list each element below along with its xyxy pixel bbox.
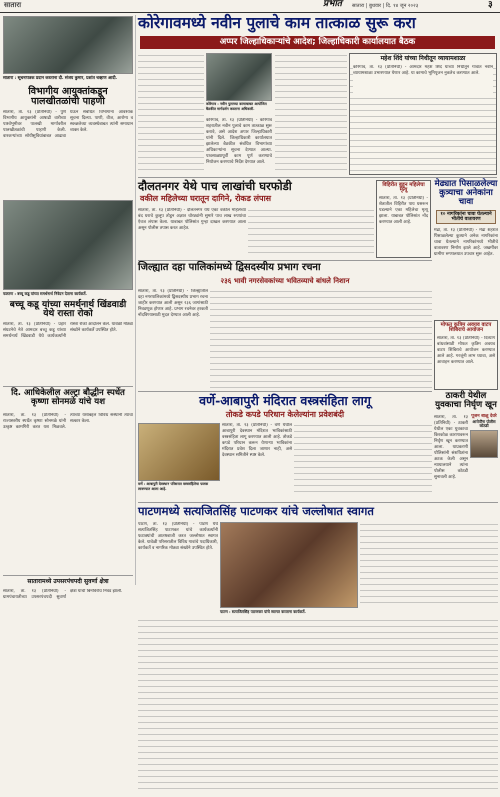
meeting-photo-caption: कोरेगाव : नवीन पुलाच्या कामाबाबत आयोजित बैठकीत मार्गदर्शन करताना अधिकारी. [206,102,267,111]
temple-headline: वर्णे-आबापुरी मंदिरात वस्त्रसंहिता लागू [199,393,371,408]
bottom-headline: पाटणमध्ये सत्यजितसिंह पाटणकर यांचे जल्लोषात स्वागत [138,504,374,518]
section-divider [138,177,497,178]
welcome-photo-caption: पाटण : सत्यजितसिंह पाटणकर यांचे स्वागत करताना कार्यकर्ते. [220,609,306,614]
stadium-headline: जिल्ह्यात दहा पालिकांमध्ये द्विसदस्यीय प्रभाग रचना [138,262,321,273]
lead-headline: कोरेगावमध्ये नवीन पुलाचे काम तात्काळ सुरू करा [138,14,416,32]
vehicle-box-title: विहिरीत बुडून महिलेचा मृत्यू [382,182,425,194]
left-bottom-body: सातारा, ता. १३ (प्रतिनिधी) - राज्यस्तरीय स्पर्धेत कृष्णा सोनमळे यांनी उत्कृष्ट कामगिरी करत यश मिळवले. त्यांच्या यशाबद्दल विविध संस्थांनी त्यांचा सत्कार केला. [3,413,133,430]
rain-body: सातारा, ता. १३ (प्रतिनिधी) - दिव्यांग बांधवांसाठी मोफत कृत्रिम अवयव वाटप शिबिराचे आयोजन करण्यात आले आहे. गरजूंनी लाभ घ्यावा, असे आवाहन करण्यात आले. [437,335,495,365]
cash-subhead: वकील महिलेच्या घरातून दागिने, रोकड लंपास [140,194,272,203]
masthead-logo: प्रभात [323,0,342,9]
murder-inset-sub: आरोपींना पोलीस कोठडी [472,418,496,428]
market-body: मेढा, ता. १३ (प्रतिनिधी) - मेढा शहरात पिसाळलेल्या कुत्र्याने अनेक नागरिकांना चावा घेतल्याने नागरिकांमध्ये भीतीचे वातावरण निर्माण झाले आहे. जखमींवर ग्रामीण रुग्णालयात उपचार सुरू आहेत. [434,228,498,257]
left-foot-headline: सातारामध्ये उपसरपंचपदी सुवर्णा क्षेत्रा [27,578,109,585]
market-box: १० नागरिकांना चावा घेतल्याने भीतीचे वातावरण [436,210,496,224]
vehicle-box [376,180,431,258]
lead-body: कोरेगाव, ता. १३ (प्रतिनिधी) - कोरेगाव शहरातील नवीन पुलाचे काम तात्काळ सुरू करावे, असे आदेश अप्पर जिल्हाधिकारी यांनी दिले. जिल्हाधिकारी कार्यालयात झालेल्या बैठकीत संबंधित विभागांच्या अधिकाऱ्यांना सूचना देण्यात आल्या. पावसाळ्यापूर्वी काम पूर्ण करण्याचे नियोजन करण्याचे निर्देश देण्यात आले. [206,118,272,165]
rain-headline: मोफत कृत्रिम अवयव वाटप शिबिराचे आयोजन [440,322,492,334]
cash-body: सातारा, ता. १३ (प्रतिनिधी) - दौलतनगर येथे एका वकील महिलेच्या बंद घराचे कुलूप तोडून अज्ञात चोरट्यांनी सुमारे पाच लाख रुपयांचा ऐवज लंपास केला. याबाबत पोलिसांत गुन्हा दाखल करण्यात आला असून पोलीस तपास करत आहेत. [138,208,246,231]
left-top-headline: विभागीय आयुक्तांकडून पालखीतळांची पाहणी [28,86,108,107]
protest-photo-caption: फलटण : बच्चू कडू यांच्या समर्थनार्थ निवेदन देताना कार्यकर्ते. [3,291,87,296]
section-divider [138,260,432,261]
temple-body-column [294,423,432,495]
market-headline: मेढ्यात पिसाळलेल्या कुत्र्याचा अनेकांना चावा [434,179,498,207]
section-divider [3,386,133,387]
section-label: सातारा [4,1,22,9]
left-foot-body: सातारा, ता. १३ (प्रतिनिधी) - ग्रामपंचायतीच्या उपसरपंचपदी सुवर्णा क्षेत्रा यांची बिनविरोध निवड झाली. [3,589,123,600]
rally-photo [3,16,133,74]
page-header [0,0,500,13]
portrait-photo [470,430,498,458]
vehicle-box-body: सातारा, ता. १३ (प्रतिनिधी) - शेतातील विहिरीत पाय घसरून पडल्याने एका महिलेचा मृत्यू झाला. याबाबत पोलिसांत नोंद करण्यात आली आहे. [379,195,428,225]
deputy-box-body: कोरेगाव, ता. १३ (प्रतिनिधी) - आमदार महेश शिंदे यांच्या निधीतून गावात नवीन व्यायामशाळा उभारण्यात येणार आहे. या कामाचे भूमिपूजन नुकतेच करण्यात आले. [353,65,493,95]
protest-photo [3,200,133,290]
murder-headline: ठाकरी येथील युवकाचा निर्घृण खून [435,391,497,410]
temple-body: सातारा, ता. १३ (प्रतिनिधी) - वर्णे येथील आबापुरी देवस्थान मंदिरात भाविकांसाठी वस्त्रसंहिता लागू करण्यात आली आहे. तोकडे कपडे परिधान करून येणाऱ्या भाविकांना मंदिरात प्रवेश दिला जाणार नाही, असे देवस्थान समितीने स्पष्ट केले. [222,423,292,458]
bottom-body-column [138,618,498,794]
temple-photo [138,423,220,481]
page-number: ३ [488,0,493,10]
murder-body: सातारा, ता. १३ (प्रतिनिधी) - ठाकरी येथील एका युवकाचा किरकोळ कारणावरून निर्घृण खून करण्यात आला. याप्रकरणी पोलिसांनी संशयितांना अटक केली असून न्यायालयाने त्यांना पोलीस कोठडी सुनावली आहे. [434,415,468,480]
lead-body-column [138,53,204,175]
lead-body-column [275,53,347,175]
meeting-photo [206,53,272,101]
welcome-photo [220,522,358,608]
left-top-body: सातारा, ता. १३ (प्रतिनिधी) - पुणे विभागीय आयुक्तांनी आषाढी वारीच्या पार्श्वभूमीवर पालखी मार्गावरील पालखीतळांची पाहणी केली. वारकऱ्यांच्या सोयीसुविधांबाबत आढावा घेऊन संबंधित विभागांना आवश्यक सूचना दिल्या. पाणी, वीज, आरोग्य व स्वच्छतेच्या व्यवस्थेबाबत त्यांनी समाधान व्यक्त केले. [3,110,133,139]
section-divider [138,391,432,392]
bottom-body-column [360,522,498,608]
section-divider [138,502,498,503]
left-mid-body: सातारा, ता. १३ (प्रतिनिधी) - प्रहार संघटनेचे नेते आमदार बच्चू कडू यांच्या समर्थनार्थ खिंडवाडी येथे कार्यकर्त्यांनी रास्ता रोको आंदोलन केले. यावेळी मोठ्या संख्येने कार्यकर्ते उपस्थित होते. [3,322,133,339]
deputy-box [349,53,497,175]
left-bottom-headline: दि. आधिकेलील अल्ट्रा बौद्धीन स्पर्धेत कृष्णा सोनमळे यांचे यश [11,388,125,407]
lead-subhead: अप्पर जिल्हाधिकाऱ्यांचे आदेश; जिल्हाधिकारी कार्यालयात बैठक [140,36,495,49]
temple-subhead: तोकडे कपडे परिधान केलेल्यांना प्रवेशबंदी [225,410,345,419]
temple-photo-caption: वर्णे : आबापुरी देवस्थान परिसरात वस्त्रसंहितेचा फलक लावण्यात आला आहे. [138,482,209,491]
rain-box [434,320,498,390]
column-rule [135,15,136,585]
section-divider [3,575,133,576]
left-mid-headline: बच्चू कडू यांच्या समर्थनार्थ खिंडवाडी येथे रास्ता रोको [9,300,127,320]
murder-inset-title: पूजन बाळू देवरे [471,414,497,419]
deputy-box-title: महेश शिंदे यांच्या निधीतून व्यायामशाळा [350,54,496,64]
dateline: सातारा | बुधवार | दि. १४ जून २०२३ [352,3,419,9]
cash-body-column [248,208,374,258]
bottom-body: पाटण, ता. १३ (प्रतिनिधी) - पाटण येथे सत्यजितसिंह पाटणकर यांचे कार्यकर्त्यांनी फटाक्यांची आतषबाजी करत जल्लोषात स्वागत केले. यावेळी परिसरातील विविध गावांचे पदाधिकारी, कार्यकर्ते व नागरिक मोठ्या संख्येने उपस्थित होते. [138,522,218,551]
cash-headline: दौलतनगर येथे पाच लाखांची घरफोडी [138,179,292,193]
stadium-subhead: २३६ भावी नगरसेवकांच्या भवितव्याचे बांधले निशान [220,277,350,285]
rally-photo-caption: सातारा : सूचनापत्रक प्रदान करताना दौ. संजय कुमार, प्रशांत चव्हाण आदी. [3,75,117,80]
stadium-body: सातारा, ता. १३ (प्रतिनिधी) - जिल्ह्यातील दहा नगरपालिकांमध्ये द्विसदस्यीय प्रभाग रचना जाहीर करण्यात आली असून २३६ जागांसाठी निवडणूक होणार आहे. प्रभाग रचनेवर हरकती नोंदविण्यासाठी मुदत देण्यात आली आहे. [138,289,208,318]
stadium-body-column [210,289,432,389]
murder-inset [470,415,498,471]
